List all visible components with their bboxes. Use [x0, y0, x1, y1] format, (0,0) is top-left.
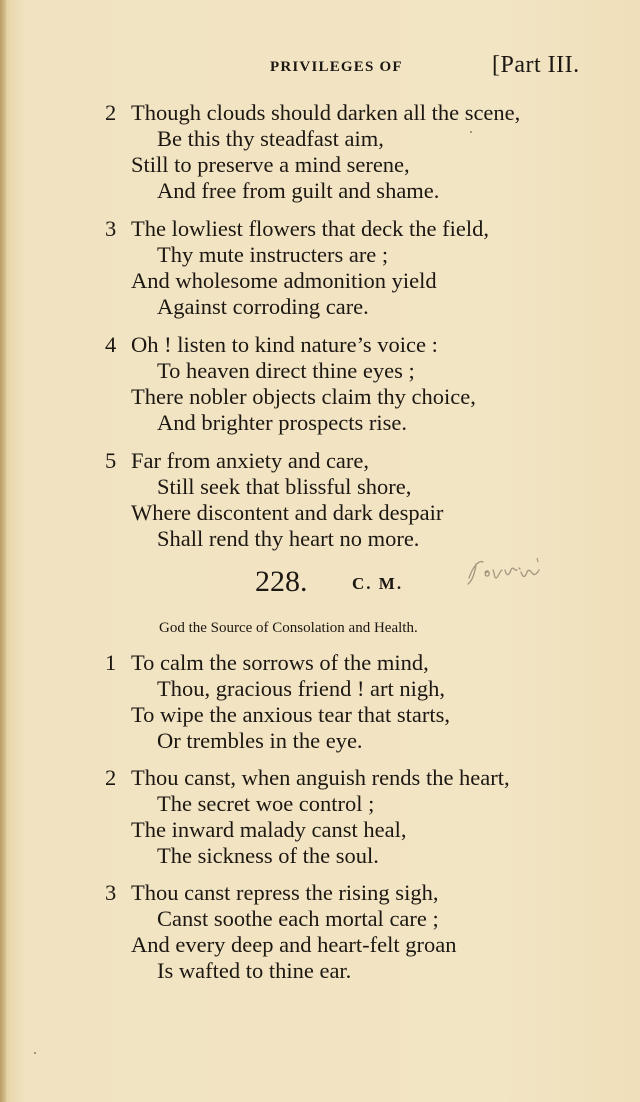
verse-line: Is wafted to thine ear.: [157, 958, 352, 983]
verse-line: Where discontent and dark despair: [131, 500, 444, 525]
verse-line: Be this thy steadfast aim,: [157, 126, 384, 151]
verse-line: Though clouds should darken all the scene,: [131, 100, 521, 125]
part-label: [Part III.: [492, 52, 580, 78]
verse-line: And brighter prospects rise.: [157, 410, 407, 435]
verse-line: The inward malady canst heal,: [131, 817, 407, 842]
verse-line: To calm the sorrows of the mind,: [131, 650, 429, 675]
verse-line: Far from anxiety and care,: [131, 448, 370, 473]
verse-line: Against corroding care.: [157, 294, 369, 319]
paper-speck: [34, 1052, 36, 1054]
verse-line: Shall rend thy heart no more.: [157, 526, 420, 551]
verse-2-continued: [105, 100, 605, 204]
paper-speck: [470, 131, 472, 133]
verse-line: And wholesome admonition yield: [131, 268, 437, 293]
hymn-meter: C. M.: [352, 574, 404, 593]
verse-line: The secret woe control ;: [157, 791, 375, 816]
page-header: [270, 52, 600, 82]
verse-line: To heaven direct thine eyes ;: [157, 358, 415, 383]
verse-4-continued: [105, 332, 605, 436]
verse-line: And every deep and heart-felt groan: [131, 932, 457, 957]
verse-2: [105, 765, 605, 869]
handwritten-annotation: [463, 556, 545, 590]
verse-line: Still seek that blissful shore,: [157, 474, 412, 499]
verse-number: 2: [105, 100, 117, 125]
verse-line: Canst soothe each mortal care ;: [157, 906, 439, 931]
verse-line: Or trembles in the eye.: [157, 728, 363, 753]
verse-line: Still to preserve a mind serene,: [131, 152, 410, 177]
hymn-number: 228.: [255, 565, 308, 598]
verse-5-continued: [105, 448, 605, 552]
verse-line: The sickness of the soul.: [157, 843, 379, 868]
verse-number: 2: [105, 765, 117, 790]
handwritten-annotation-mark: [463, 556, 545, 590]
verse-line: And free from guilt and shame.: [157, 178, 440, 203]
verse-line: Thy mute instructers are ;: [157, 242, 389, 267]
verse-3: [105, 880, 605, 984]
verse-3-continued: [105, 216, 605, 320]
running-title: PRIVILEGES OF: [270, 59, 403, 75]
verse-number: 5: [105, 448, 117, 473]
verse-number: 1: [105, 650, 117, 675]
verse-line: The lowliest flowers that deck the field,: [131, 216, 490, 241]
verse-line: Thou canst repress the rising sigh,: [131, 880, 439, 905]
verse-line: There nobler objects claim thy choice,: [131, 384, 476, 409]
hymn-title: God the Source of Consolation and Health.: [159, 620, 418, 636]
verse-number: 4: [105, 332, 117, 357]
verse-line: To wipe the anxious tear that starts,: [131, 702, 450, 727]
verse-line: Thou, gracious friend ! art nigh,: [157, 676, 446, 701]
hymn-heading: [255, 565, 455, 601]
verse-number: 3: [105, 880, 117, 905]
verse-line: Thou canst, when anguish rends the heart,: [131, 765, 510, 790]
verse-line: Oh ! listen to kind nature’s voice :: [131, 332, 438, 357]
verse-number: 3: [105, 216, 117, 241]
verse-1: [105, 650, 605, 754]
page-binding-edge: [0, 0, 6, 1102]
